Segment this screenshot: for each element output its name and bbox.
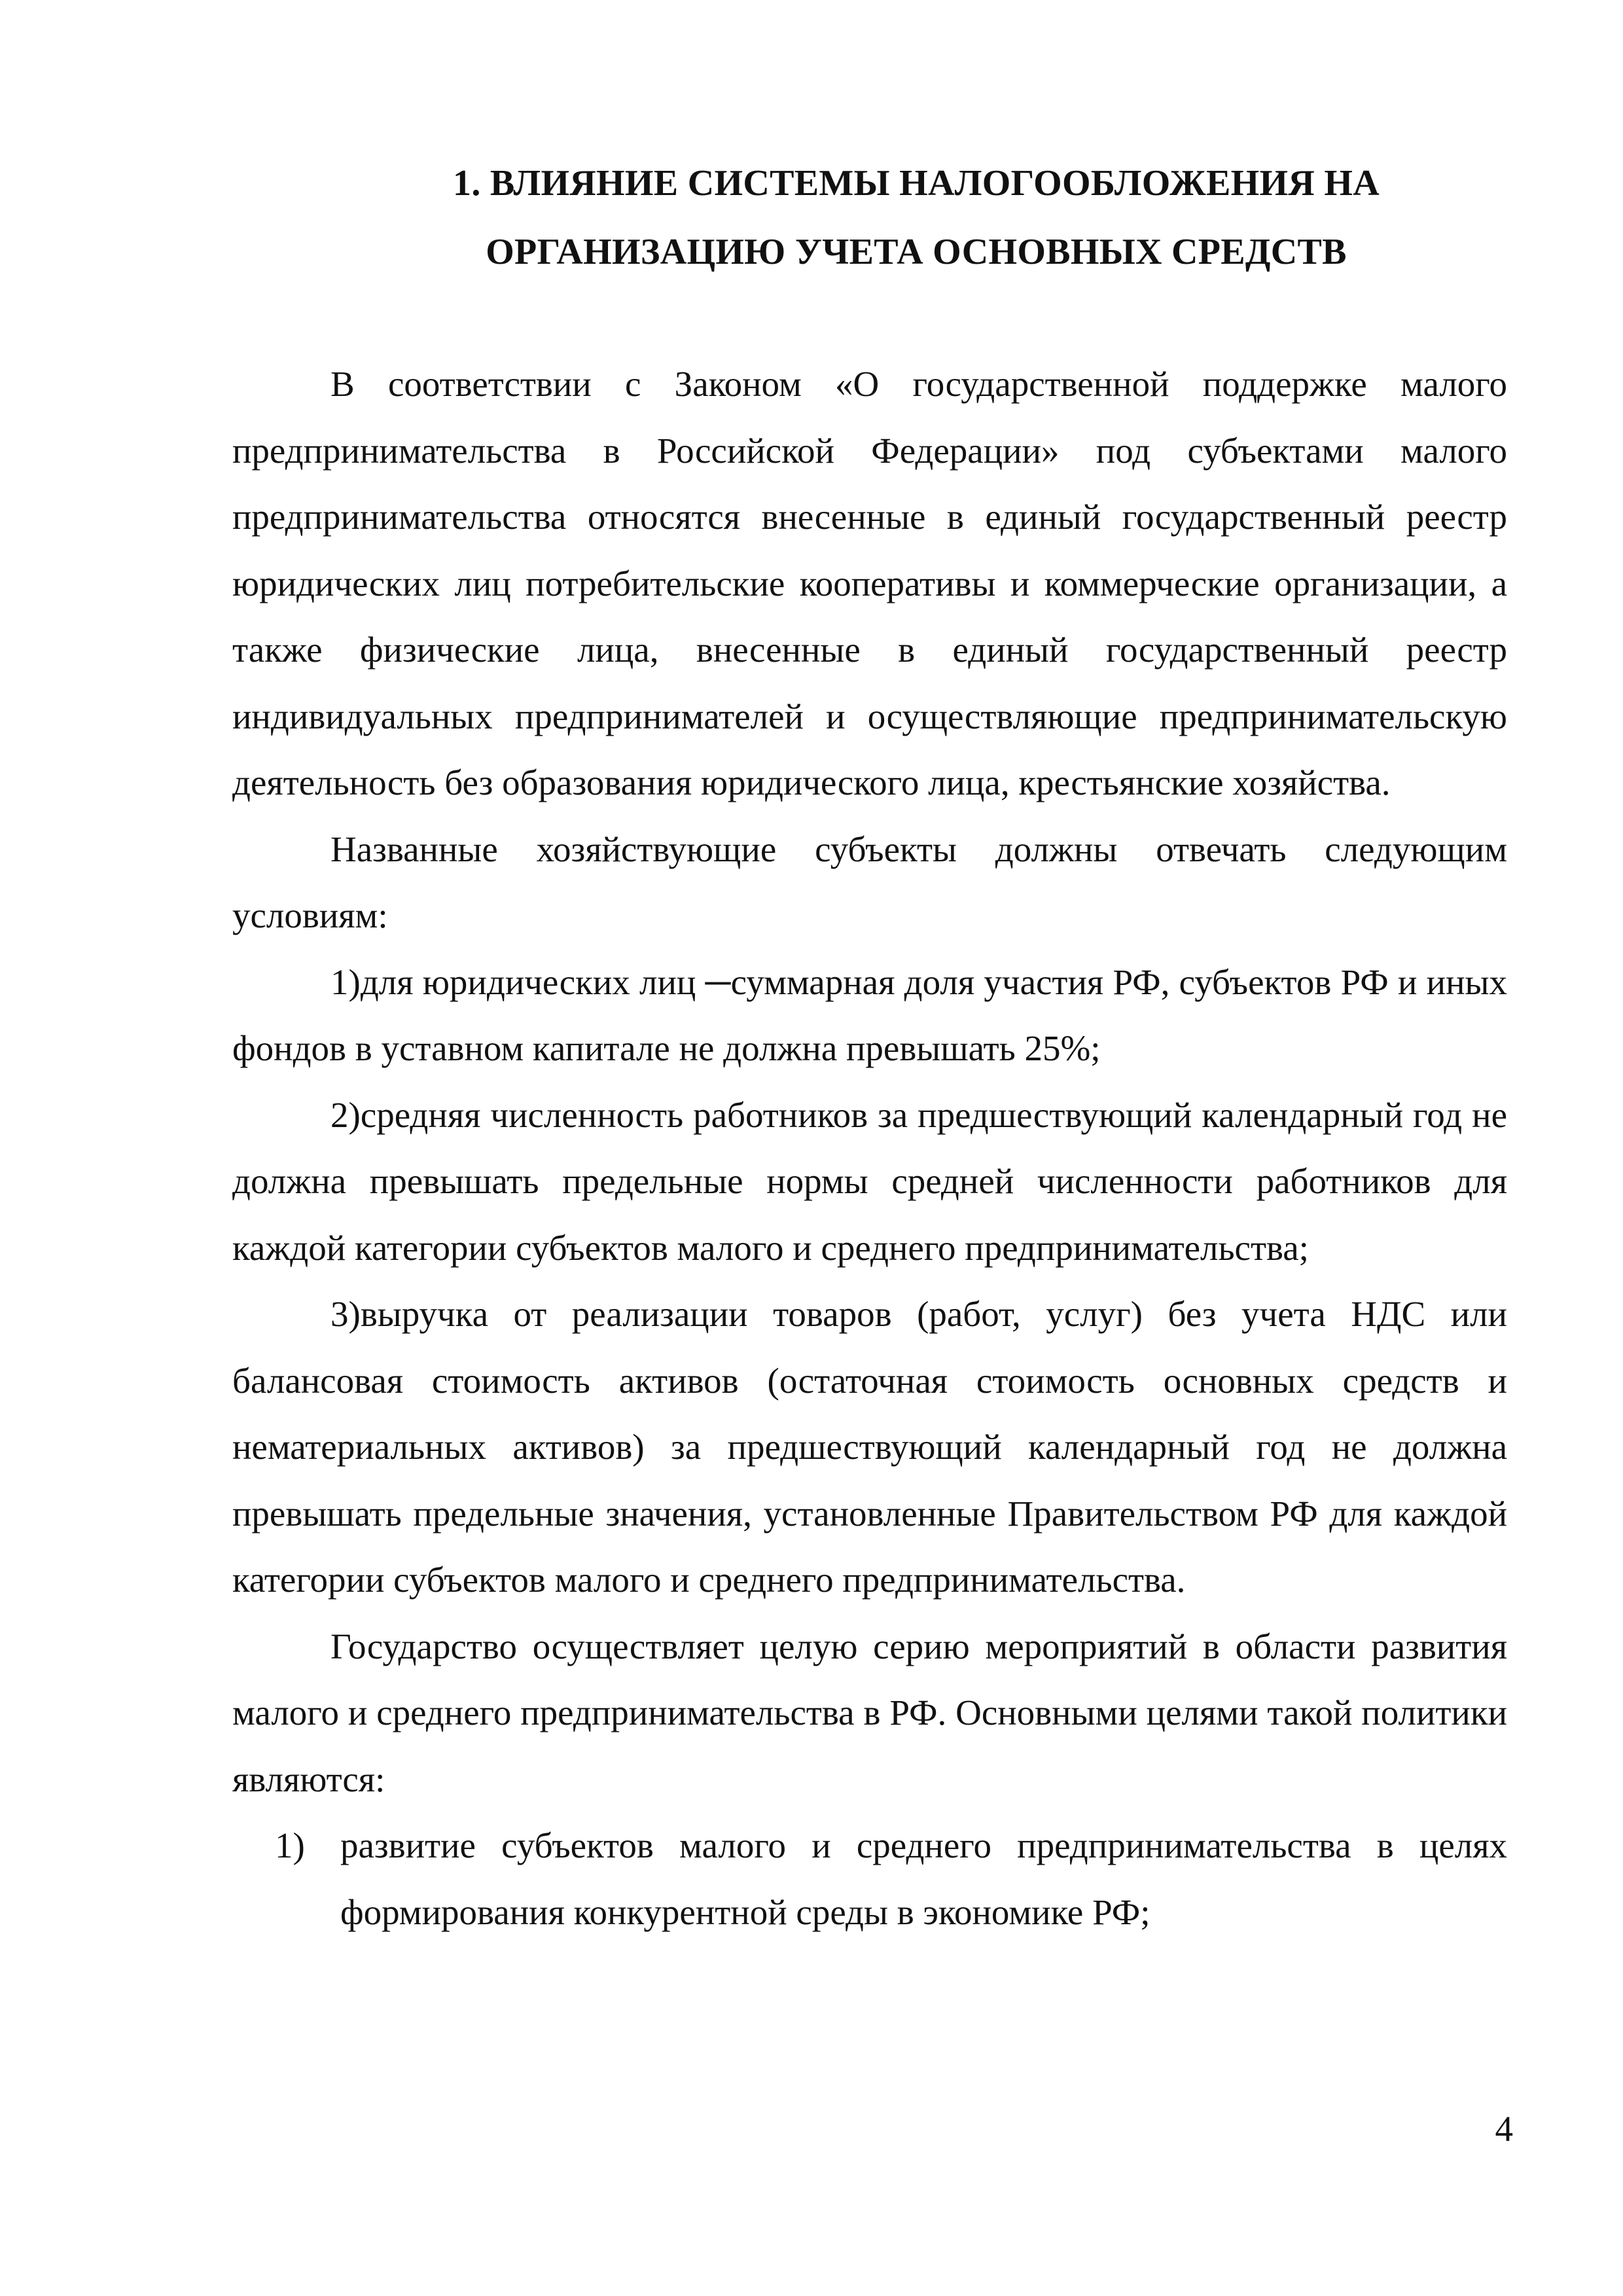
paragraph-condition-2: 2)средняя численность работников за предшествующий календарный год не должна превышать предельные нормы средней численности работников для каждой категории субъектов малого и среднего предпринимательства; <box>232 1094 1507 1268</box>
list-item <box>275 1812 1507 1945</box>
section-heading <box>419 149 1414 287</box>
list-item-number: 1) <box>275 1825 305 1865</box>
heading-line-2: ОРГАНИЗАЦИЮ УЧЕТА ОСНОВНЫХ СРЕДСТВ <box>486 232 1347 272</box>
page-number: 4 <box>1495 2109 1513 2149</box>
paragraph-conditions: Названные хозяйствующие субъекты должны отвечать следующим условиям: <box>232 829 1507 935</box>
paragraph-condition-1: 1)для юридических лиц ─суммарная доля участия РФ, субъектов РФ и иных фондов в уставном капитале не должна превышать 25%; <box>232 961 1507 1068</box>
paragraph-condition-3: 3)выручка от реализации товаров (работ, услуг) без учета НДС или балансовая стоимость активов (остаточная стоимость основных средств и нематериальных активов) за предшествующий календарный год не должна превышать предельные значения, установленные Правительством РФ для каждой категории субъектов малого и среднего предпринимательства. <box>232 1294 1507 1600</box>
body-text <box>232 351 1507 1945</box>
paragraph-intro: В соответствии с Законом «О государственной поддержке малого предпринимательства в Российской Федерации» под субъектами малого предпринимательства относятся внесенные в единый государственный реестр юридических лиц потребительские кооперативы и коммерческие организации, а также физические лица, внесенные в единый государственный реестр индивидуальных предпринимателей и осуществляющие предпринимательскую деятельность без образования юридического лица, крестьянские хозяйства. <box>232 364 1507 802</box>
paragraph-state-policy: Государство осуществляет целую серию мероприятий в области развития малого и среднего предпринимательства в РФ. Основными целями такой политики являются: <box>232 1626 1507 1799</box>
heading-line-1: 1. ВЛИЯНИЕ СИСТЕМЫ НАЛОГООБЛОЖЕНИЯ НА <box>453 163 1380 204</box>
list-item-text: развитие субъектов малого и среднего предпринимательства в целях формирования конкурентной среды в экономике РФ; <box>340 1825 1507 1932</box>
goals-list <box>232 1812 1507 1945</box>
